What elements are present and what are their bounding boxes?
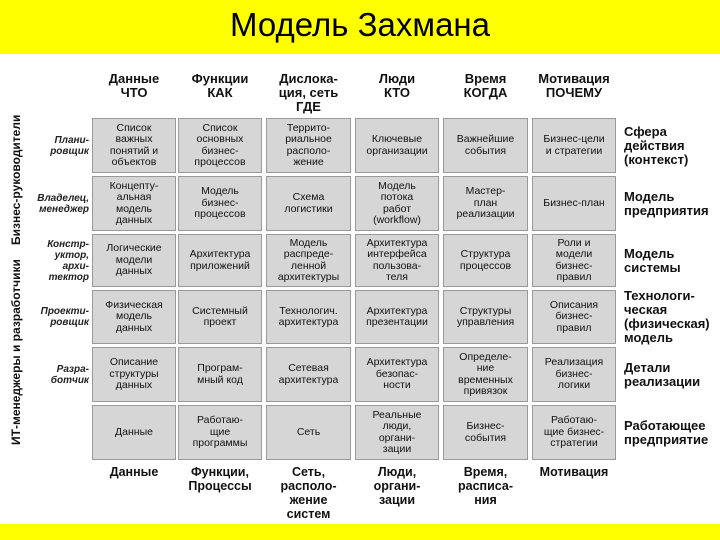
grid-cell: Концепту- альная модель данных <box>92 176 176 231</box>
column-footer: Функции, Процессы <box>188 465 252 493</box>
grid-cell: Структуры управления <box>443 290 528 344</box>
grid-cell: Реальные люди, органи- зации <box>355 405 439 460</box>
grid-cell: Ключевые организации <box>355 118 439 173</box>
grid-cell: Описание структуры данных <box>92 347 176 402</box>
grid-cell: Модель распреде- ленной архитектуры <box>266 234 351 287</box>
row-label: Владелец, менеджер <box>37 192 89 215</box>
grid-cell: Работаю- щие бизнес- стратегии <box>532 405 616 460</box>
row-result-label: Модель системы <box>624 245 681 275</box>
row-result-label: Сфера действия (контекст) <box>624 123 689 167</box>
grid-cell: Архитектура безопас- ности <box>355 347 439 402</box>
grid-cell: Мастер- план реализации <box>443 176 528 231</box>
row-result-label: Модель предприятия <box>624 188 709 218</box>
grid-cell: Террито- риальное располо- жение <box>266 118 351 173</box>
grid-cell: Архитектура приложений <box>178 234 262 287</box>
grid-cell: Роли и модели бизнес- правил <box>532 234 616 287</box>
grid-cell: Описания бизнес- правил <box>532 290 616 344</box>
row-label: Констр- уктор, архи- тектор <box>47 238 89 283</box>
grid-cell: Важнейшие события <box>443 118 528 173</box>
grid-cell: Логические модели данных <box>92 234 176 287</box>
column-header: Время КОГДА <box>463 71 508 100</box>
grid-cell: Бизнес- события <box>443 405 528 460</box>
grid-cell: Определе- ние временных привязок <box>443 347 528 402</box>
grid-cell: Данные <box>92 405 176 460</box>
column-header: Мотивация ПОЧЕМУ <box>538 71 610 100</box>
row-result-label: Детали реализации <box>624 359 701 389</box>
row-label: Разра- ботчик <box>50 363 89 386</box>
grid-cell: Бизнес-план <box>532 176 616 231</box>
grid-cell: Сетевая архитектура <box>266 347 351 402</box>
grid-cell: Бизнес-цели и стратегии <box>532 118 616 173</box>
grid-cell: Реализация бизнес- логики <box>532 347 616 402</box>
column-footer: Время, расписа- ния <box>458 465 513 507</box>
row-result-label: Технологи- ческая (физическая) модель <box>624 288 710 345</box>
row-label: Проекти- ровщик <box>40 306 89 328</box>
row-label: Плани- ровщик <box>50 134 89 157</box>
column-header: Функции КАК <box>191 71 249 100</box>
column-footer: Мотивация <box>539 465 609 479</box>
grid-cell: Работаю- щие программы <box>178 405 262 460</box>
side-label-business: Бизнес-руководители <box>9 114 23 245</box>
grid-cell: Список важных понятий и объектов <box>92 118 176 173</box>
grid-cell: Архитектура интерфейса пользова- теля <box>355 234 439 287</box>
bottom-bar <box>0 524 720 540</box>
grid-cell: Структура процессов <box>443 234 528 287</box>
grid-cell: Схема логистики <box>266 176 351 231</box>
column-footer: Люди, органи- зации <box>373 465 421 507</box>
grid-cell: Архитектура презентации <box>355 290 439 344</box>
grid-cell: Сеть <box>266 405 351 460</box>
side-label-it: ИТ-менеджеры и разработчики <box>9 259 23 445</box>
column-header: Люди КТО <box>378 71 416 100</box>
grid-cell: Модель потока работ (workflow) <box>355 176 439 231</box>
grid-cell: Системный проект <box>178 290 262 344</box>
column-header: Данные ЧТО <box>108 71 160 100</box>
grid-cell: Програм- мный код <box>178 347 262 402</box>
grid-cell: Список основных бизнес- процессов <box>178 118 262 173</box>
column-header: Дислока- ция, сеть ГДЕ <box>278 71 339 114</box>
column-footer: Данные <box>109 465 159 479</box>
column-footer: Сеть, располо- жение систем <box>280 465 337 521</box>
slide-title: Модель Захмана <box>229 6 491 43</box>
grid-cell: Модель бизнес- процессов <box>178 176 262 231</box>
row-result-label: Работающее предприятие <box>624 417 709 447</box>
grid-cell: Технологич. архитектура <box>266 290 351 344</box>
grid-cell: Физическая модель данных <box>92 290 176 344</box>
